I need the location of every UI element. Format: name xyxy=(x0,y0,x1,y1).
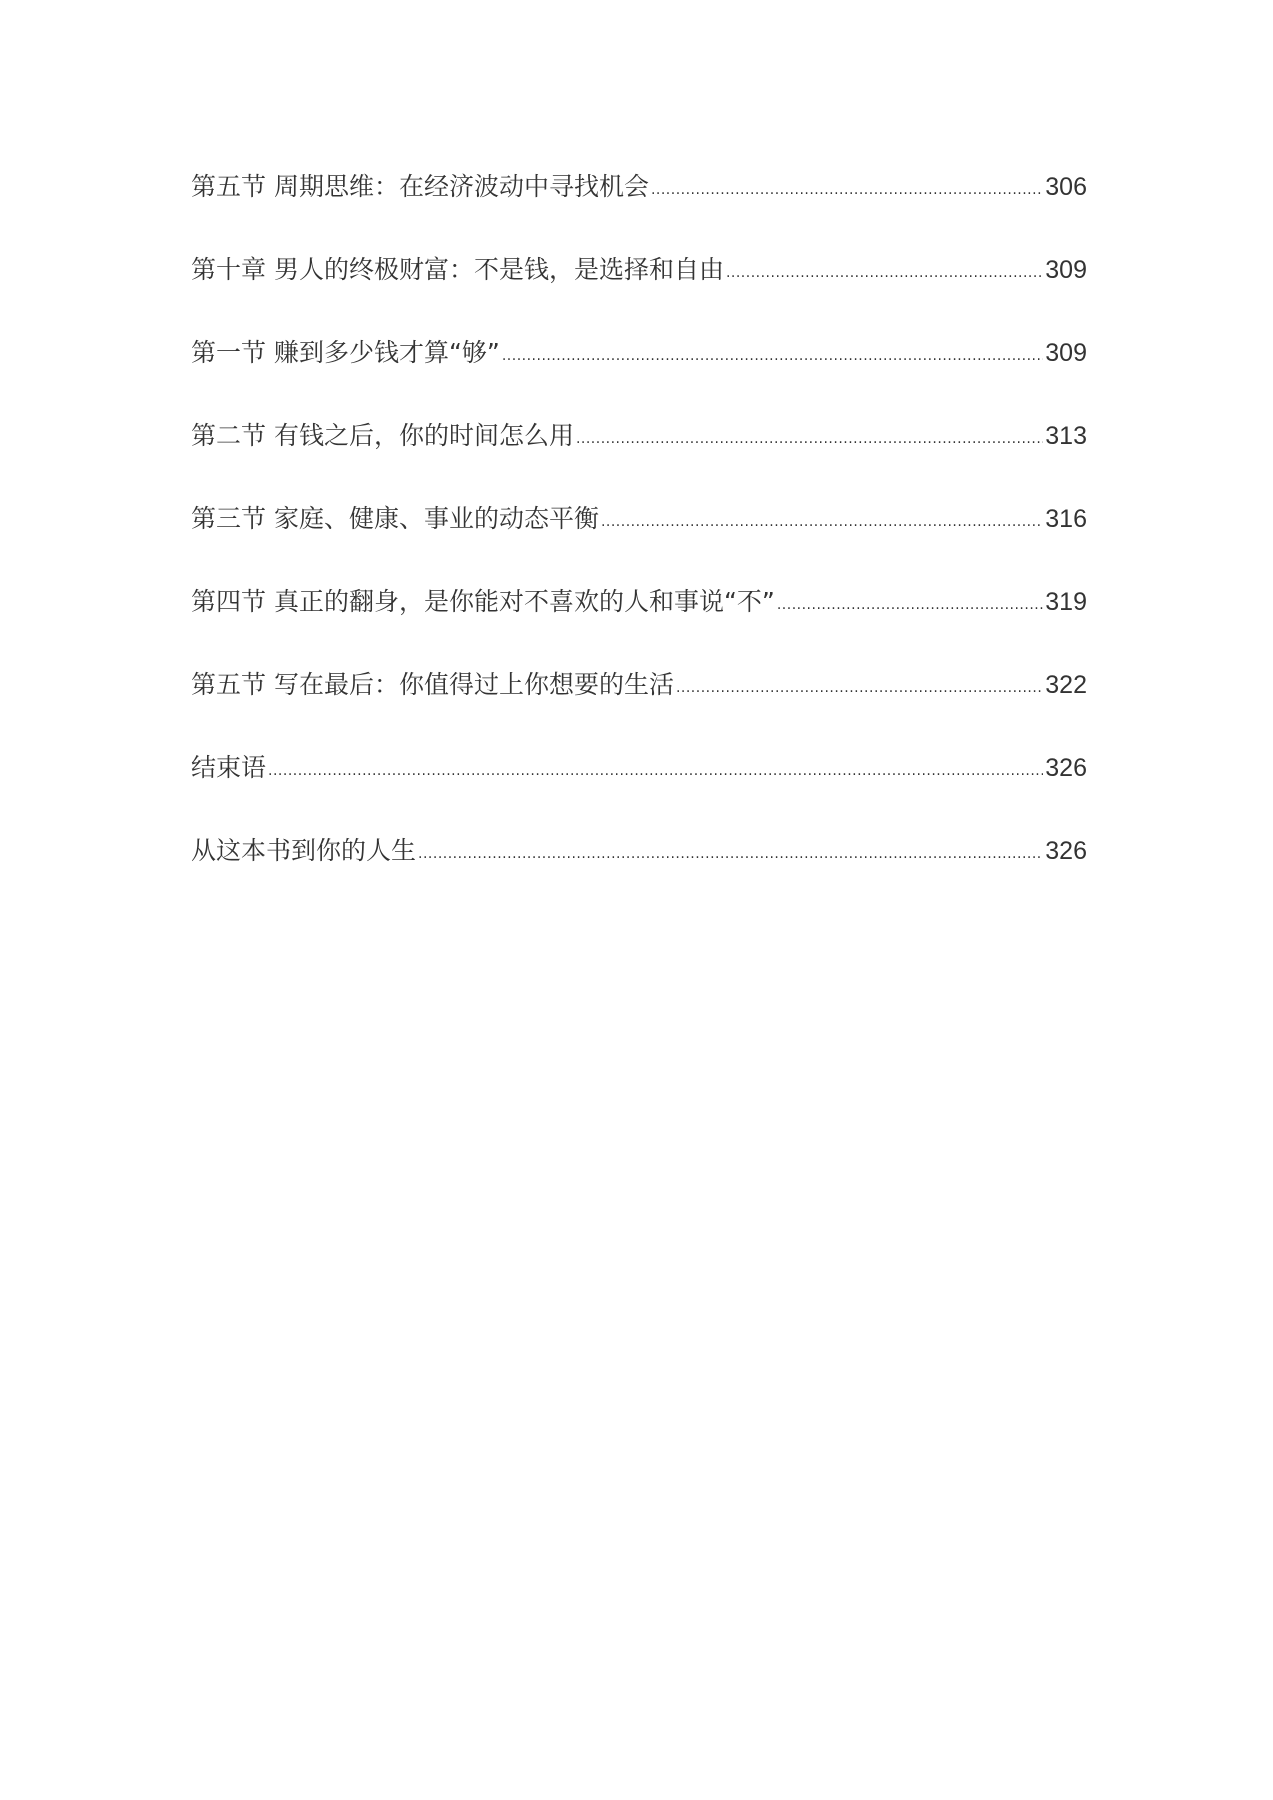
toc-page-number: 309 xyxy=(1045,256,1087,284)
toc-entry-title: 第四节 真正的翻身，是你能对不喜欢的人和事说“不” xyxy=(191,587,775,616)
toc-dot-leader xyxy=(601,507,1043,537)
toc-entry[interactable] xyxy=(191,670,1087,753)
toc-entry[interactable] xyxy=(191,587,1087,670)
toc-page-number: 319 xyxy=(1045,588,1087,616)
toc-dot-leader xyxy=(726,258,1043,288)
toc-entry-title: 第三节 家庭、健康、事业的动态平衡 xyxy=(191,504,599,533)
toc-dot-leader xyxy=(502,341,1043,371)
toc-dot-leader xyxy=(418,839,1043,869)
toc-page-number: 326 xyxy=(1045,837,1087,865)
toc-entry[interactable] xyxy=(191,504,1087,587)
toc-entry-title: 结束语 xyxy=(191,753,267,782)
toc-dot-leader xyxy=(268,756,1043,786)
toc-entry-title: 第十章 男人的终极财富：不是钱，是选择和自由 xyxy=(191,255,724,284)
toc-entry[interactable] xyxy=(191,255,1087,338)
toc-dot-leader xyxy=(576,424,1043,454)
toc-entry-title: 第一节 赚到多少钱才算“够” xyxy=(191,338,500,367)
toc-entry[interactable] xyxy=(191,421,1087,504)
toc-page-number: 309 xyxy=(1045,339,1087,367)
toc-entry[interactable] xyxy=(191,338,1087,421)
toc-entry[interactable] xyxy=(191,172,1087,255)
toc-entry[interactable] xyxy=(191,753,1087,836)
toc-entry[interactable] xyxy=(191,836,1087,919)
toc-entry-title: 第五节 周期思维：在经济波动中寻找机会 xyxy=(191,172,649,201)
toc-dot-leader xyxy=(676,673,1043,703)
toc-entry-title: 从这本书到你的人生 xyxy=(191,836,417,865)
toc-page-number: 306 xyxy=(1045,173,1087,201)
toc-page-number: 313 xyxy=(1045,422,1087,450)
toc-page-number: 326 xyxy=(1045,754,1087,782)
table-of-contents xyxy=(191,172,1087,919)
toc-entry-title: 第五节 写在最后：你值得过上你想要的生活 xyxy=(191,670,674,699)
toc-page-number: 316 xyxy=(1045,505,1087,533)
toc-dot-leader xyxy=(651,175,1043,205)
toc-dot-leader xyxy=(777,590,1043,620)
toc-entry-title: 第二节 有钱之后，你的时间怎么用 xyxy=(191,421,574,450)
toc-page-number: 322 xyxy=(1045,671,1087,699)
